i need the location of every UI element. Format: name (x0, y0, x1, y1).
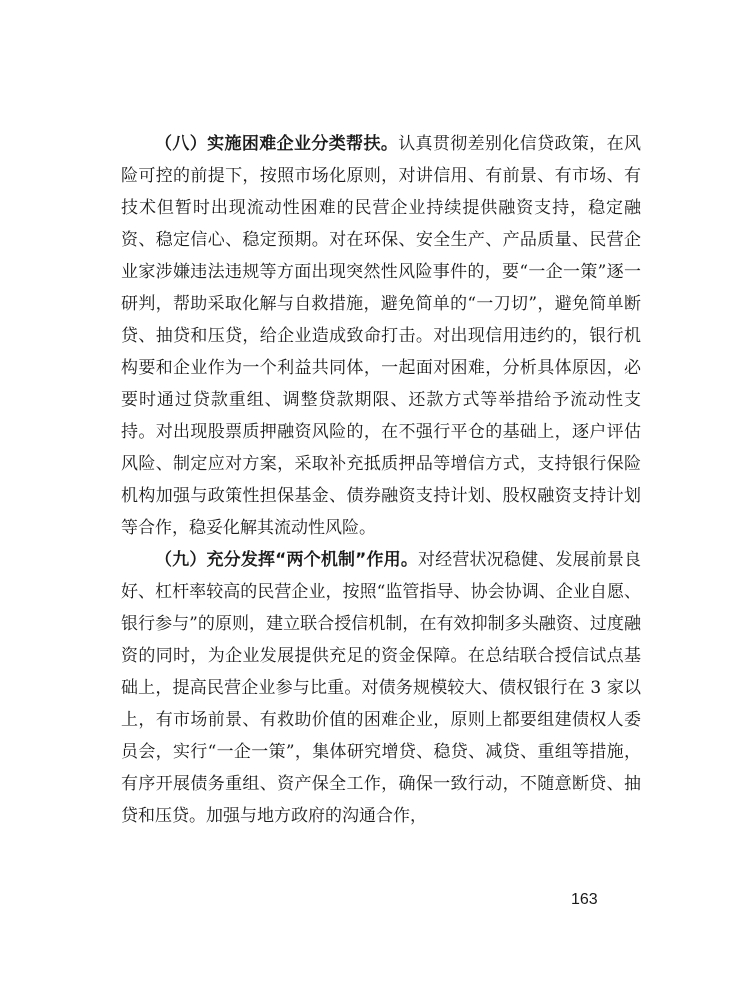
paragraph-8-heading: （八）实施困难企业分类帮扶。 (155, 134, 399, 154)
page-number: 163 (571, 891, 598, 908)
body-text (121, 128, 641, 832)
paragraph-9 (121, 544, 641, 832)
paragraph-9-body: 对经营状况稳健、发展前景良好、杠杆率较高的民营企业，按照“监管指导、协会协调、企业自愿、银行参与”的原则，建立联合授信机制，在有效抑制多头融资、过度融资的同时，为企业发展提供充足的资金保障。在总结联合授信试点基础上，提高民营企业参与比重。对债务规模较大、债权银行在 3 家以上，有市场前景、有救助价值的困难企业，原则上都要组建债权人委员会，实行“一企一策”，集体研究增贷、稳贷、减贷、重组等措施，有序开展债务重组、资产保全工作，确保一致行动，不随意断贷、抽贷和压贷。加强与地方政府的沟通合作， (121, 550, 641, 826)
paragraph-9-heading: （九）充分发挥“两个机制”作用。 (155, 550, 418, 570)
paragraph-8-body: 认真贯彻差别化信贷政策，在风险可控的前提下，按照市场化原则，对讲信用、有前景、有市场、有技术但暂时出现流动性困难的民营企业持续提供融资支持，稳定融资、稳定信心、稳定预期。对在环保、安全生产、产品质量、民营企业家涉嫌违法违规等方面出现突然性风险事件的，要“一企一策”逐一研判，帮助采取化解与自救措施，避免简单的“一刀切”，避免简单断贷、抽贷和压贷，给企业造成致命打击。对出现信用违约的，银行机构要和企业作为一个利益共同体，一起面对困难，分析具体原因，必要时通过贷款重组、调整贷款期限、还款方式等举措给予流动性支持。对出现股票质押融资风险的，在不强行平仓的基础上，逐户评估风险、制定应对方案，采取补充抵质押品等增信方式，支持银行保险机构加强与政策性担保基金、债券融资支持计划、股权融资支持计划等合作，稳妥化解其流动性风险。 (121, 134, 642, 538)
paragraph-8 (121, 128, 641, 544)
